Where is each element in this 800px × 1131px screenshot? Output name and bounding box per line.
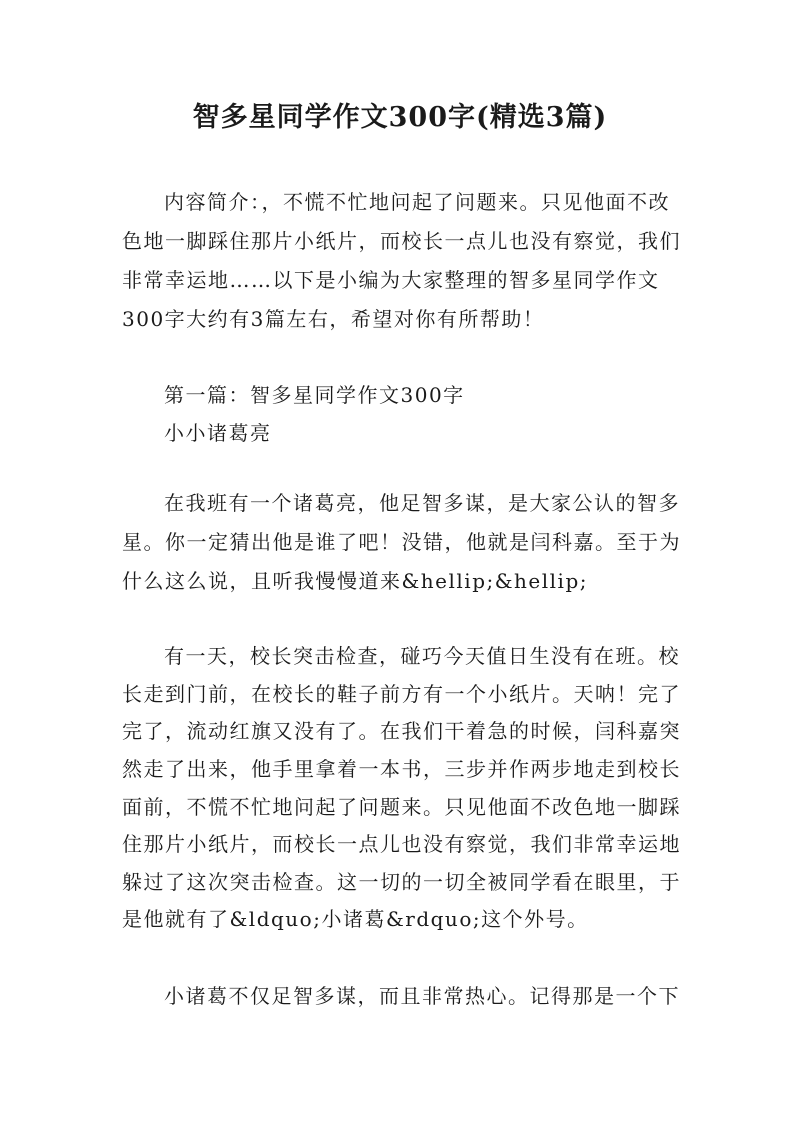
paragraph-line: 面前，不慌不忙地问起了问题来。只见他面不改色地一脚踩 <box>122 795 681 819</box>
intro-line: 300字大约有3篇左右，希望对你有所帮助！ <box>122 307 545 331</box>
document-title: 智多星同学作文300字(精选3篇) <box>192 102 608 133</box>
section-subtitle: 小小诸葛亮 <box>164 421 272 445</box>
intro-line: 色地一脚踩住那片小纸片，而校长一点儿也没有察觉，我们 <box>122 229 681 253</box>
paragraph-line: 长走到门前，在校长的鞋子前方有一个小纸片。天呐！完了 <box>122 682 681 706</box>
paragraph-line: 然走了出来，他手里拿着一本书，三步并作两步地走到校长 <box>122 757 681 781</box>
paragraph-line: 小诸葛不仅足智多谋，而且非常热心。记得那是一个下 <box>164 984 680 1008</box>
paragraph-line: 躲过了这次突击检查。这一切的一切全被同学看在眼里，于 <box>122 870 681 894</box>
paragraph-line: 有一天，校长突击检查，碰巧今天值日生没有在班。校 <box>164 644 680 668</box>
paragraph-line: 什么这么说，且听我慢慢道来&hellip;&hellip; <box>122 569 588 593</box>
section-heading: 第一篇：智多星同学作文300字 <box>164 383 465 407</box>
paragraph-line: 在我班有一个诸葛亮，他足智多谋，是大家公认的智多 <box>164 491 680 515</box>
paragraph-line: 星。你一定猜出他是谁了吧！没错，他就是闫科嘉。至于为 <box>122 530 681 554</box>
paragraph-line: 是他就有了&ldquo;小诸葛&rdquo;这个外号。 <box>122 907 589 931</box>
paragraph-line: 住那片小纸片，而校长一点儿也没有察觉，我们非常幸运地 <box>122 832 681 856</box>
paragraph-line: 完了，流动红旗又没有了。在我们干着急的时候，闫科嘉突 <box>122 719 681 743</box>
intro-line: 内容简介：，不慌不忙地问起了问题来。只见他面不改 <box>164 190 670 214</box>
intro-line: 非常幸运地……以下是小编为大家整理的智多星同学作文 <box>122 268 660 292</box>
